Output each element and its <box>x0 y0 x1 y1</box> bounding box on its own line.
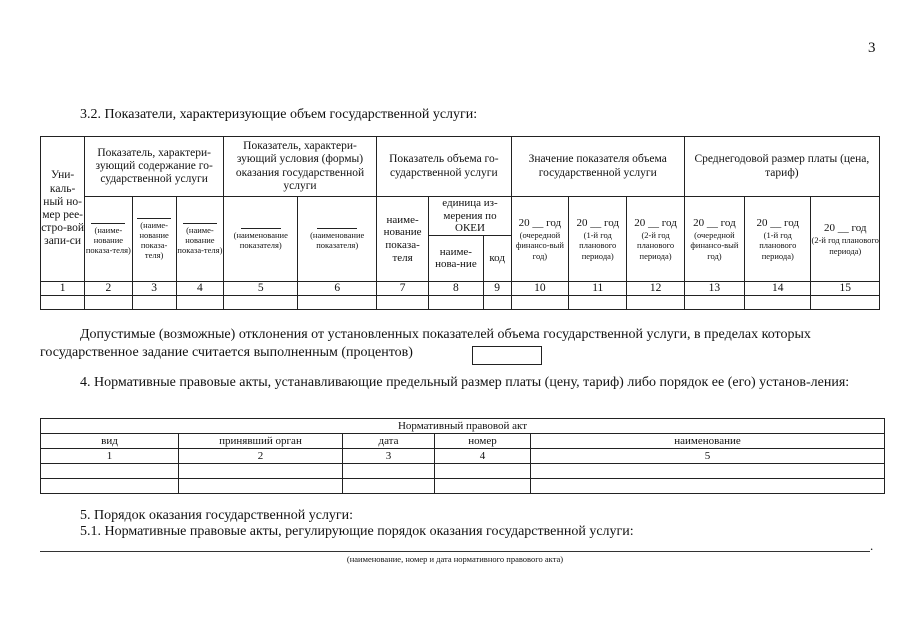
conditions-name-1: (наименование показателя) <box>224 197 298 282</box>
empty-data-row <box>41 296 880 310</box>
col-num: 5 <box>531 449 885 464</box>
fill-in-line[interactable] <box>40 551 870 552</box>
col-issuing-body: принявший орган <box>179 434 343 449</box>
fee-plan-year-2: 20 __ год (2-й год планового периода) <box>811 197 880 282</box>
col-date: дата <box>343 434 435 449</box>
section-3-2-title: 3.2. Показатели, характеризующие объем государственной услуги: <box>80 107 478 122</box>
col-num: 1 <box>41 449 179 464</box>
col-num: 12 <box>627 281 684 295</box>
normative-acts-table <box>40 418 885 494</box>
volume-indicator-name: наиме-нование показа-теля <box>376 197 428 282</box>
col-num: 15 <box>811 281 880 295</box>
empty-data-row <box>41 479 885 494</box>
col-num: 11 <box>569 281 627 295</box>
group-volume-indicator: Показатель объема го-сударственной услуги <box>376 137 511 197</box>
volume-indicators-table <box>40 136 880 310</box>
col-num: 8 <box>429 281 483 295</box>
group-content-indicator: Показатель, характери-зующий содержание го-сударственной услуги <box>85 137 224 197</box>
col-number: номер <box>435 434 531 449</box>
col-num: 6 <box>298 281 376 295</box>
okei-name: наиме-нова-ние <box>429 235 483 281</box>
normative-act-header: Нормативный правовой акт <box>41 419 885 434</box>
value-plan-year-2: 20 __ год (2-й год планового периода) <box>627 197 684 282</box>
deviation-text: Допустимые (возможные) отклонения от установленных показателей объема государственной услуги, в пределах которых государственное задание считается выполненным (процентов) <box>40 327 811 360</box>
col-unique-number: Уни-каль-ный но-мер рее-стро-вой запи-си <box>41 137 85 282</box>
col-num: 9 <box>483 281 511 295</box>
col-num: 1 <box>41 281 85 295</box>
empty-data-row <box>41 464 885 479</box>
page-number: 3 <box>868 40 876 56</box>
col-name: наименование <box>531 434 885 449</box>
group-average-fee: Среднегодовой размер платы (цена, тариф) <box>684 137 879 197</box>
column-number-row <box>41 281 880 295</box>
conditions-name-2: (наименование показателя) <box>298 197 376 282</box>
col-num: 2 <box>179 449 343 464</box>
col-num: 3 <box>343 449 435 464</box>
value-plan-year-1: 20 __ год (1-й год планового периода) <box>569 197 627 282</box>
column-number-row <box>41 449 885 464</box>
fee-plan-year-1: 20 __ год (1-й год планового периода) <box>745 197 811 282</box>
value-current-year: 20 __ год (очередной финансо-вый год) <box>511 197 568 282</box>
section-5-title: 5. Порядок оказания государственной услуги: <box>80 508 354 523</box>
section-4-title: 4. Нормативные правовые акты, устанавливающие предельный размер платы (цену, тариф) либо порядок ее (его) установ-ления: <box>80 375 850 390</box>
col-num: 14 <box>745 281 811 295</box>
okei-unit-header: единица из-мерения по ОКЕИ <box>429 197 512 236</box>
fill-in-caption: (наименование, номер и дата нормативного правового акта) <box>346 554 564 564</box>
col-num: 10 <box>511 281 568 295</box>
col-num: 2 <box>85 281 132 295</box>
content-name-2: (наиме-нование показа-теля) <box>132 197 176 282</box>
deviation-percent-box[interactable] <box>472 346 542 365</box>
group-conditions-indicator: Показатель, характери-зующий условия (формы) оказания государственной услуги <box>224 137 377 197</box>
col-num: 3 <box>132 281 176 295</box>
group-volume-value: Значение показателя объема государственной услуги <box>511 137 684 197</box>
col-num: 4 <box>435 449 531 464</box>
col-num: 4 <box>176 281 223 295</box>
section-5-1-title: 5.1. Нормативные правовые акты, регулирующие порядок оказания государственной услуги: <box>80 524 634 539</box>
fee-current-year: 20 __ год (очередной финансо-вый год) <box>684 197 744 282</box>
col-num: 13 <box>684 281 744 295</box>
col-num: 5 <box>224 281 298 295</box>
col-num: 7 <box>376 281 428 295</box>
okei-code: код <box>483 235 511 281</box>
content-name-1: (наиме-нование показа-теля) <box>85 197 132 282</box>
content-name-3: (наиме-нование показа-теля) <box>176 197 223 282</box>
col-type: вид <box>41 434 179 449</box>
end-dot: . <box>870 538 874 553</box>
